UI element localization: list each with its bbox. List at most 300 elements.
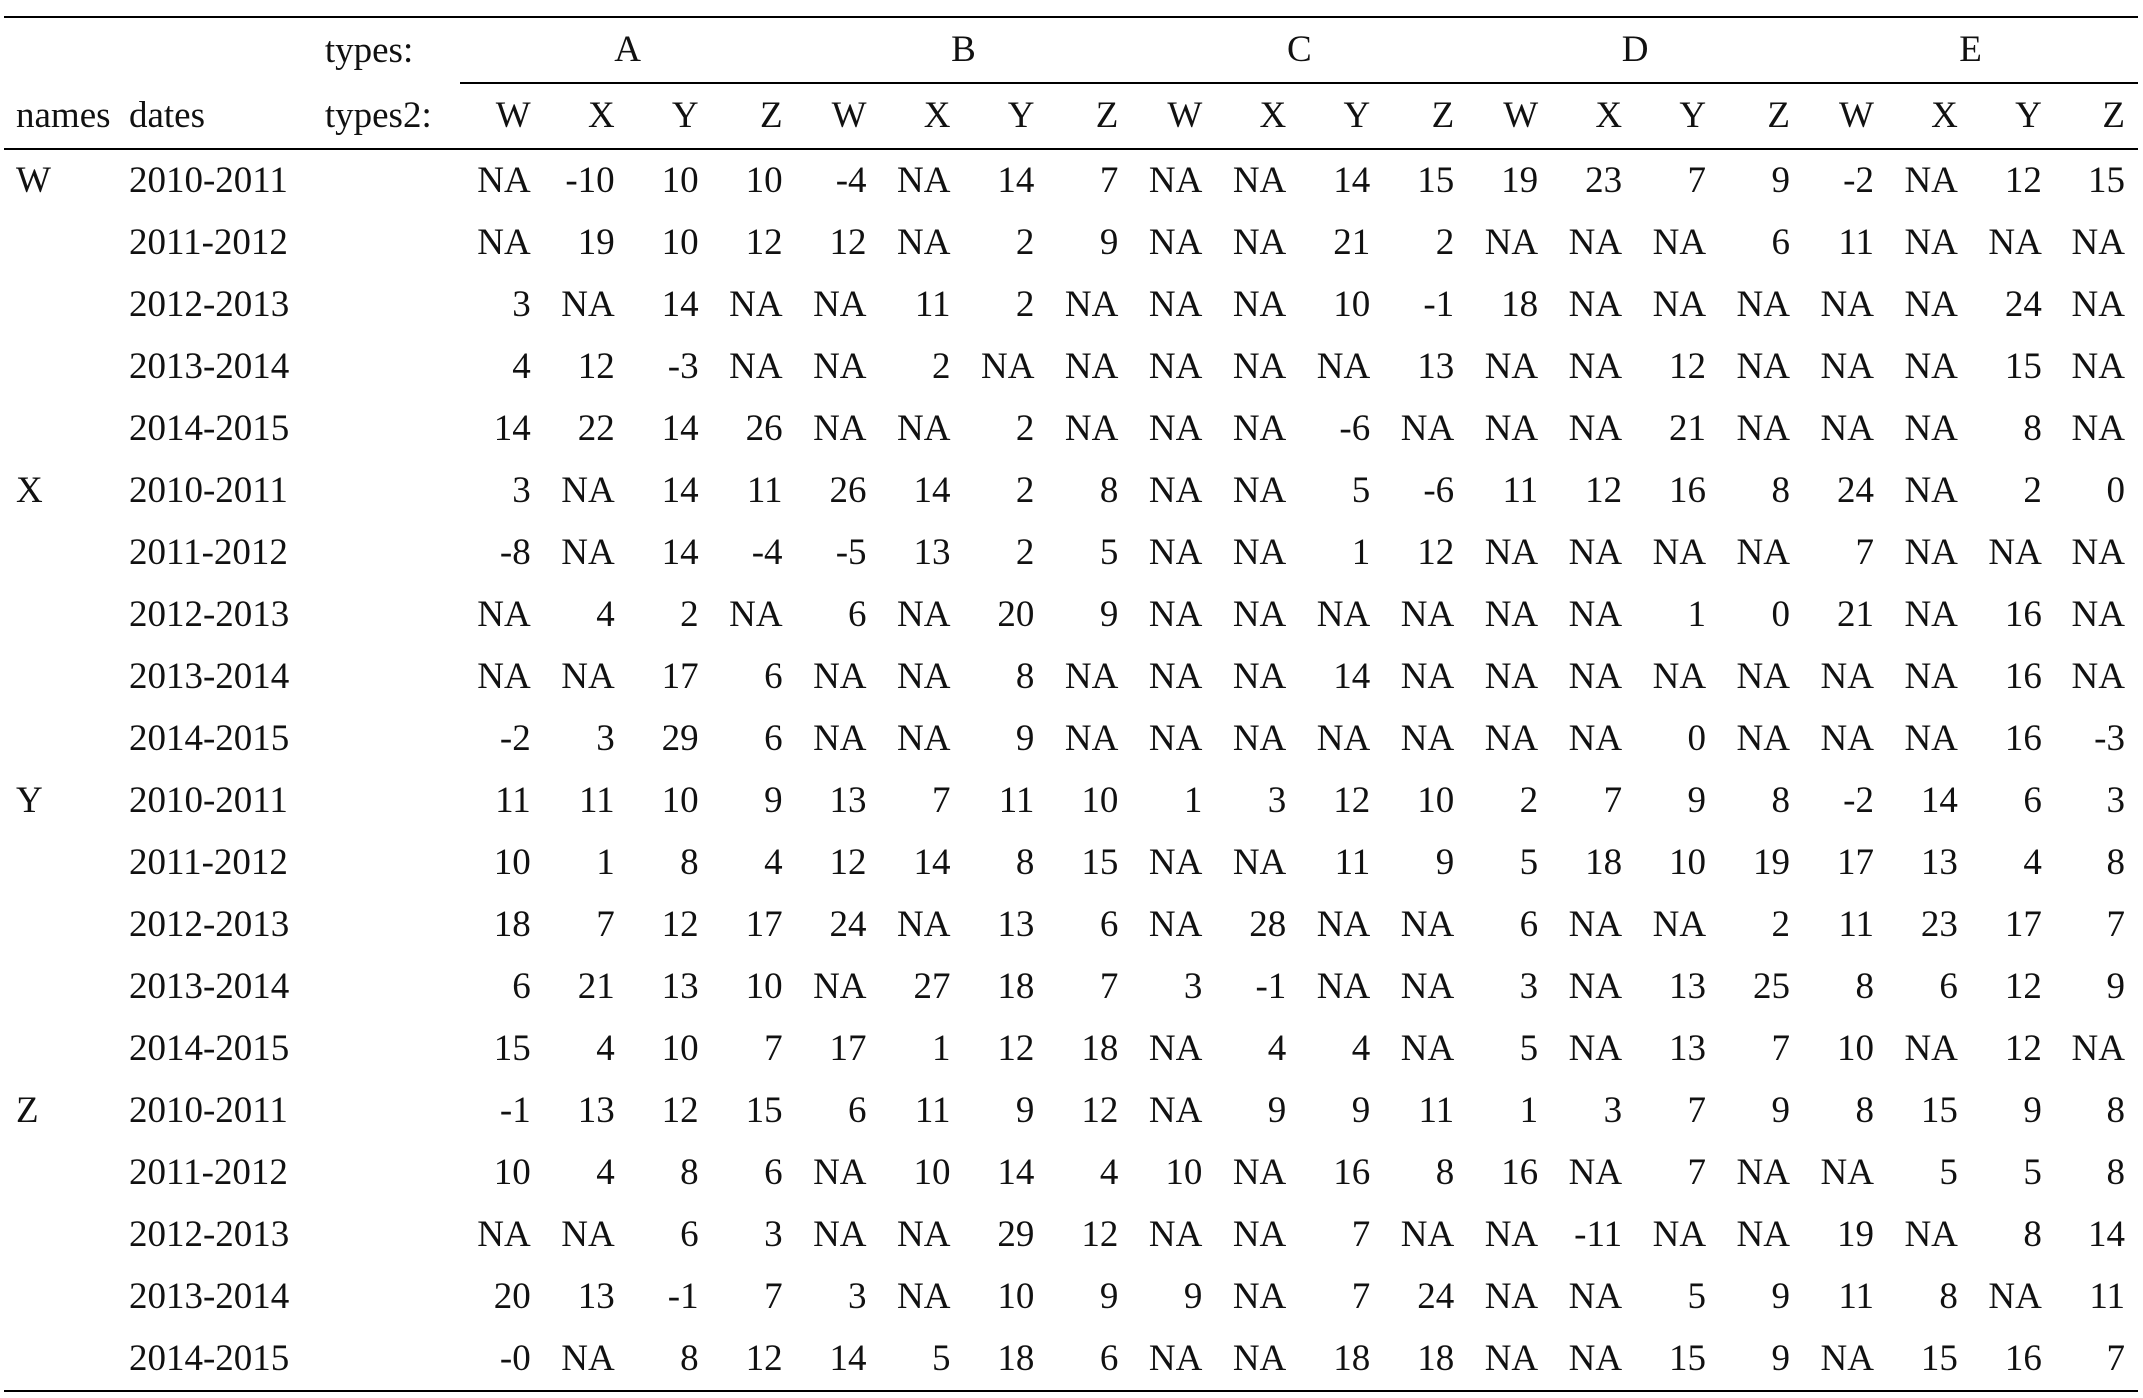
date-cell: 2012-2013 [128, 1214, 290, 1255]
value-cell: 7 [1099, 966, 1119, 1007]
value-cell: 13 [1669, 1028, 1707, 1069]
value-cell: 9 [1771, 1338, 1790, 1379]
value-cell: 21 [1333, 222, 1371, 263]
value-cell: 15 [745, 1090, 783, 1131]
value-cell: NA [1568, 532, 1623, 573]
value-cell: 14 [997, 1152, 1035, 1193]
value-cell: 13 [577, 1090, 615, 1131]
value-cell: NA [1736, 532, 1790, 573]
value-cell: 3 [1267, 780, 1287, 821]
header-row-types [4, 17, 2138, 83]
value-cell: 4 [596, 594, 615, 635]
value-cell: 18 [1585, 842, 1623, 883]
value-cell: 9 [764, 780, 783, 821]
value-cell: 3 [764, 1214, 783, 1255]
date-cell: 2012-2013 [128, 594, 290, 635]
value-cell: NA [1148, 160, 1203, 201]
subtype-header: X [1887, 83, 1971, 149]
value-cell: 10 [661, 222, 699, 263]
value-cell: 9 [1099, 222, 1119, 263]
subtype-header: X [544, 83, 628, 149]
value-cell: NA [1568, 1028, 1623, 1069]
value-cell: 7 [2106, 904, 2125, 945]
spacer-cell [325, 894, 460, 956]
subtype-header: W [1467, 83, 1551, 149]
value-cell: NA [1736, 346, 1790, 387]
value-cell: 11 [579, 780, 615, 821]
subtype-header: Y [1635, 83, 1719, 149]
value-cell: NA [1316, 594, 1371, 635]
value-cell: NA [1316, 966, 1371, 1007]
value-cell: 1 [931, 1028, 951, 1069]
value-cell: NA [897, 904, 951, 945]
value-cell: NA [1736, 1214, 1790, 1255]
value-cell: NA [1820, 284, 1874, 325]
value-cell: 10 [493, 842, 531, 883]
value-cell: NA [1568, 346, 1623, 387]
value-cell: -0 [499, 1338, 531, 1379]
value-cell: NA [1316, 718, 1371, 759]
value-cell: NA [1736, 718, 1790, 759]
value-cell: 3 [596, 718, 615, 759]
value-cell: NA [1904, 222, 1958, 263]
value-cell: 14 [493, 408, 531, 449]
value-cell: 17 [661, 656, 699, 697]
value-cell: NA [1484, 656, 1539, 697]
value-cell: 1 [1351, 532, 1371, 573]
value-cell: NA [1484, 408, 1539, 449]
value-cell: NA [897, 656, 951, 697]
value-cell: 11 [998, 780, 1035, 821]
value-cell: NA [1400, 1028, 1455, 1069]
value-cell: 10 [1165, 1152, 1203, 1193]
row-name-cell [4, 1204, 129, 1266]
value-cell: 7 [1351, 1214, 1371, 1255]
value-cell: NA [1904, 408, 1958, 449]
value-cell: 3 [512, 284, 531, 325]
value-cell: NA [1064, 408, 1119, 449]
value-cell: NA [1232, 656, 1287, 697]
value-cell: NA [1148, 1028, 1203, 1069]
value-cell: 14 [1333, 656, 1371, 697]
subtype-header: Y [628, 83, 712, 149]
value-cell: 12 [661, 904, 699, 945]
value-cell: 3 [2106, 780, 2125, 821]
value-cell: NA [561, 284, 615, 325]
value-cell: NA [1232, 160, 1287, 201]
value-cell: 16 [1333, 1152, 1371, 1193]
value-cell: 7 [931, 780, 951, 821]
table-row [4, 1080, 2138, 1142]
value-cell: 0 [1687, 718, 1707, 759]
value-cell: NA [1148, 904, 1203, 945]
date-cell: 2013-2014 [128, 656, 290, 697]
date-cell: 2010-2011 [128, 780, 288, 821]
value-cell: 10 [493, 1152, 531, 1193]
table-row [4, 584, 2138, 646]
value-cell: 28 [1249, 904, 1287, 945]
date-cell: 2010-2011 [128, 160, 288, 201]
value-cell: 17 [829, 1028, 867, 1069]
value-cell: NA [1148, 346, 1203, 387]
value-cell: -4 [835, 160, 867, 201]
value-cell: 23 [1920, 904, 1958, 945]
value-cell: NA [1400, 904, 1455, 945]
value-cell: NA [1232, 532, 1287, 573]
value-cell: 6 [1519, 904, 1539, 945]
row-name-cell [4, 1018, 129, 1080]
value-cell: NA [1652, 656, 1707, 697]
value-cell: NA [1400, 718, 1455, 759]
row-name-cell [4, 708, 129, 770]
value-cell: -1 [1255, 966, 1287, 1007]
value-cell: 14 [913, 470, 951, 511]
date-cell: 2011-2012 [128, 842, 288, 883]
value-cell: 27 [913, 966, 951, 1007]
value-cell: 2 [1015, 222, 1035, 263]
value-cell: 6 [848, 594, 867, 635]
value-cell: 4 [1099, 1152, 1119, 1193]
subtype-header: W [1131, 83, 1215, 149]
value-cell: 11 [914, 1090, 951, 1131]
value-cell: NA [2071, 594, 2125, 635]
value-cell: 14 [1333, 160, 1371, 201]
value-cell: 6 [1099, 904, 1119, 945]
spacer-cell [325, 1266, 460, 1328]
value-cell: 10 [1836, 1028, 1874, 1069]
value-cell: NA [1400, 656, 1455, 697]
value-cell: 15 [1081, 842, 1119, 883]
value-cell: NA [1652, 532, 1707, 573]
value-cell: 9 [1351, 1090, 1371, 1131]
value-cell: NA [897, 222, 951, 263]
value-cell: NA [1232, 470, 1287, 511]
value-cell: NA [729, 284, 783, 325]
date-cell: 2014-2015 [128, 1338, 290, 1379]
value-cell: NA [1652, 904, 1707, 945]
value-cell: 13 [661, 966, 699, 1007]
value-cell: 18 [1333, 1338, 1371, 1379]
type-group-header: C [1131, 17, 1467, 83]
value-cell: 10 [1333, 284, 1371, 325]
value-cell: NA [1904, 1028, 1958, 1069]
type-group-header: B [796, 17, 1132, 83]
value-cell: NA [1820, 1338, 1874, 1379]
value-cell: 11 [1418, 1090, 1455, 1131]
value-cell: -1 [667, 1276, 699, 1317]
value-cell: NA [2071, 1028, 2125, 1069]
value-cell: 12 [1417, 532, 1455, 573]
table-row [4, 274, 2138, 336]
value-cell: 4 [512, 346, 531, 387]
value-cell: 6 [680, 1214, 699, 1255]
value-cell: NA [1568, 656, 1623, 697]
table-row [4, 1142, 2138, 1204]
value-cell: 3 [1603, 1090, 1623, 1131]
value-cell: 14 [661, 408, 699, 449]
value-cell: NA [1820, 656, 1874, 697]
value-cell: 7 [1687, 1090, 1707, 1131]
value-cell: NA [1652, 284, 1707, 325]
row-name-cell [4, 336, 129, 398]
spacer-cell [325, 460, 460, 522]
value-cell: -6 [1423, 470, 1455, 511]
value-cell: 12 [745, 222, 783, 263]
value-cell: -1 [499, 1090, 531, 1131]
value-cell: 8 [1015, 842, 1035, 883]
value-cell: 3 [512, 470, 531, 511]
value-cell: 7 [764, 1276, 783, 1317]
value-cell: 8 [2106, 842, 2125, 883]
value-cell: NA [1148, 656, 1203, 697]
subtype-header: Y [1971, 83, 2055, 149]
row-name-cell: Z [16, 1090, 39, 1131]
value-cell: -1 [1423, 284, 1455, 325]
spacer-cell [325, 832, 460, 894]
names-column-header: names [4, 83, 129, 149]
value-cell: NA [1400, 966, 1455, 1007]
table-row [4, 1328, 2138, 1391]
value-cell: NA [1568, 408, 1623, 449]
table-row [4, 149, 2138, 212]
row-name-cell [4, 1266, 129, 1328]
table-row [4, 398, 2138, 460]
value-cell: NA [1568, 222, 1623, 263]
value-cell: 4 [1267, 1028, 1287, 1069]
value-cell: 13 [577, 1276, 615, 1317]
value-cell: NA [561, 656, 615, 697]
row-name-cell [4, 956, 129, 1018]
value-cell: -10 [565, 160, 615, 201]
row-name-cell [4, 1142, 129, 1204]
table-row [4, 460, 2138, 522]
value-cell: 9 [1771, 1276, 1790, 1317]
subtype-header: Y [963, 83, 1047, 149]
value-cell: 10 [1669, 842, 1707, 883]
value-cell: 25 [1753, 966, 1790, 1007]
value-cell: 1 [596, 842, 615, 883]
value-cell: NA [813, 656, 867, 697]
value-cell: 24 [2004, 284, 2042, 325]
value-cell: NA [1232, 346, 1287, 387]
value-cell: NA [1148, 1214, 1203, 1255]
value-cell: 16 [1669, 470, 1707, 511]
value-cell: NA [1736, 284, 1790, 325]
value-cell: 4 [764, 842, 783, 883]
value-cell: 11 [1502, 470, 1539, 511]
value-cell: NA [1904, 470, 1958, 511]
value-cell: -6 [1339, 408, 1371, 449]
value-cell: NA [813, 718, 867, 759]
dates-column-header: dates [129, 83, 325, 149]
value-cell: 9 [1771, 1090, 1790, 1131]
value-cell: 8 [680, 842, 699, 883]
value-cell: NA [1148, 594, 1203, 635]
value-cell: 21 [1669, 408, 1707, 449]
spacer-cell [325, 149, 460, 212]
value-cell: 14 [661, 284, 699, 325]
value-cell: 5 [1939, 1152, 1958, 1193]
spacer-cell [325, 1018, 460, 1080]
value-cell: NA [1232, 1152, 1287, 1193]
value-cell: 4 [1351, 1028, 1371, 1069]
value-cell: 13 [997, 904, 1035, 945]
value-cell: NA [897, 718, 951, 759]
value-cell: 20 [493, 1276, 531, 1317]
table-row [4, 1018, 2138, 1080]
value-cell: 13 [913, 532, 951, 573]
value-cell: NA [561, 532, 615, 573]
spacer-cell [325, 1080, 460, 1142]
value-cell: NA [1820, 346, 1874, 387]
value-cell: NA [1568, 284, 1623, 325]
value-cell: 8 [680, 1152, 699, 1193]
value-cell: NA [1484, 1338, 1539, 1379]
value-cell: 13 [1669, 966, 1707, 1007]
value-cell: NA [1904, 532, 1958, 573]
spacer-cell [325, 336, 460, 398]
value-cell: NA [1232, 1214, 1287, 1255]
value-cell: 8 [1771, 780, 1790, 821]
value-cell: 8 [1435, 1152, 1455, 1193]
value-cell: NA [1904, 346, 1958, 387]
value-cell: NA [1904, 1214, 1958, 1255]
value-cell: 16 [1501, 1152, 1539, 1193]
value-cell: NA [1148, 718, 1203, 759]
value-cell: 9 [1015, 718, 1035, 759]
value-cell: 4 [596, 1152, 615, 1193]
value-cell: 10 [913, 1152, 951, 1193]
value-cell: 9 [1015, 1090, 1035, 1131]
value-cell: 15 [2004, 346, 2042, 387]
value-cell: 18 [997, 966, 1035, 1007]
date-cell: 2014-2015 [128, 408, 290, 449]
date-cell: 2011-2012 [128, 222, 288, 263]
value-cell: NA [1904, 160, 1958, 201]
value-cell: NA [1232, 718, 1287, 759]
value-cell: 2 [2023, 470, 2042, 511]
value-cell: 3 [848, 1276, 867, 1317]
value-cell: 10 [661, 160, 699, 201]
value-cell: NA [980, 346, 1035, 387]
value-cell: NA [1484, 1276, 1539, 1317]
value-cell: NA [2071, 532, 2125, 573]
value-cell: 6 [2023, 780, 2042, 821]
table-row [4, 212, 2138, 274]
value-cell: 6 [764, 718, 783, 759]
value-cell: 8 [1099, 470, 1119, 511]
value-cell: 18 [1501, 284, 1539, 325]
value-cell: NA [1988, 1276, 2042, 1317]
value-cell: 20 [997, 594, 1035, 635]
value-cell: 2 [1015, 408, 1035, 449]
value-cell: 12 [1081, 1214, 1119, 1255]
value-cell: 11 [1838, 222, 1874, 263]
spacer-cell [325, 1142, 460, 1204]
subtype-header: X [1551, 83, 1635, 149]
value-cell: 13 [1417, 346, 1455, 387]
value-cell: NA [813, 1152, 867, 1193]
value-cell: NA [1568, 966, 1623, 1007]
row-name-cell [4, 522, 129, 584]
value-cell: NA [477, 1214, 531, 1255]
value-cell: 9 [1771, 160, 1790, 201]
value-cell: 9 [2106, 966, 2125, 1007]
types-label: types: [324, 29, 414, 71]
value-cell: NA [561, 1338, 615, 1379]
value-cell: NA [1484, 532, 1539, 573]
value-cell: 8 [2023, 1214, 2042, 1255]
value-cell: NA [477, 222, 531, 263]
value-cell: NA [477, 656, 531, 697]
type-group-header: A [460, 17, 796, 83]
value-cell: -2 [499, 718, 531, 759]
value-cell: NA [897, 1276, 951, 1317]
value-cell: 23 [1585, 160, 1623, 201]
value-cell: 11 [1838, 904, 1874, 945]
value-cell: NA [1484, 594, 1539, 635]
value-cell: 24 [1417, 1276, 1455, 1317]
spacer-cell [325, 956, 460, 1018]
value-cell: NA [1064, 718, 1119, 759]
value-cell: 12 [2004, 1028, 2042, 1069]
value-cell: NA [1148, 532, 1203, 573]
value-cell: 13 [1920, 842, 1958, 883]
value-cell: 2 [931, 346, 951, 387]
value-cell: 6 [1099, 1338, 1119, 1379]
value-cell: NA [1232, 1276, 1287, 1317]
value-cell: 1 [1183, 780, 1203, 821]
value-cell: 7 [1351, 1276, 1371, 1317]
subtype-header: W [460, 83, 544, 149]
value-cell: 6 [848, 1090, 867, 1131]
value-cell: NA [1064, 656, 1119, 697]
value-cell: 7 [764, 1028, 783, 1069]
value-cell: NA [1232, 1338, 1287, 1379]
value-cell: 0 [2106, 470, 2125, 511]
value-cell: NA [1232, 408, 1287, 449]
value-cell: 24 [829, 904, 867, 945]
value-cell: 7 [1099, 160, 1119, 201]
value-cell: 2 [1015, 532, 1035, 573]
value-cell: 16 [2004, 718, 2042, 759]
value-cell: 5 [1099, 532, 1119, 573]
value-cell: NA [1148, 284, 1203, 325]
value-cell: NA [1400, 594, 1455, 635]
value-cell: -11 [1574, 1214, 1623, 1255]
value-cell: NA [1568, 1276, 1623, 1317]
value-cell: NA [1736, 408, 1790, 449]
value-cell: 10 [745, 160, 783, 201]
value-cell: 24 [1836, 470, 1874, 511]
value-cell: NA [897, 594, 951, 635]
date-cell: 2013-2014 [128, 1276, 290, 1317]
row-name-cell [4, 646, 129, 708]
table-row [4, 646, 2138, 708]
subtype-header: X [880, 83, 964, 149]
value-cell: 9 [2023, 1090, 2042, 1131]
value-cell: 12 [577, 346, 615, 387]
value-cell: NA [1904, 656, 1958, 697]
value-cell: NA [1568, 718, 1623, 759]
value-cell: NA [1232, 284, 1287, 325]
value-cell: 8 [1771, 470, 1790, 511]
table-row [4, 1266, 2138, 1328]
value-cell: NA [1232, 842, 1287, 883]
value-cell: 18 [493, 904, 531, 945]
subtype-header: Z [712, 83, 796, 149]
value-cell: 12 [1669, 346, 1707, 387]
